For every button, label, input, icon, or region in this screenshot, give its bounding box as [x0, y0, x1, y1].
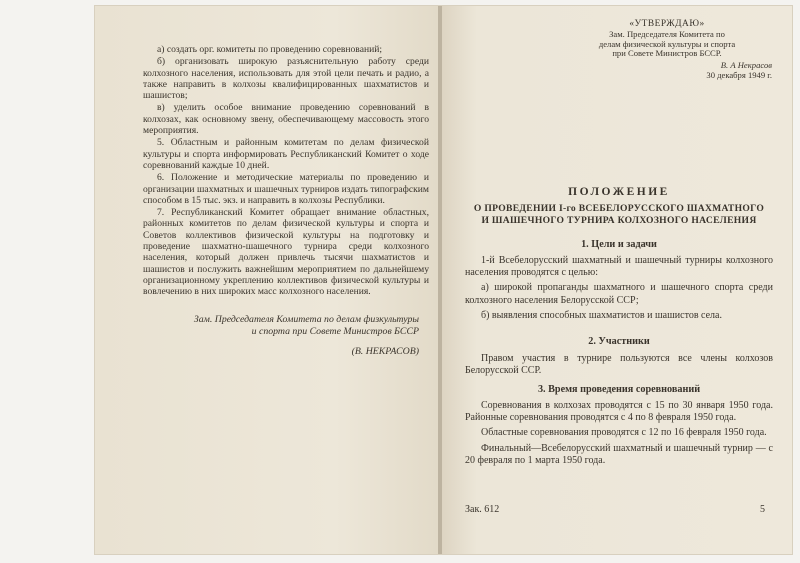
section-paragraph: Правом участия в турнире пользуются все члены колхозов Белорусской ССР. — [465, 353, 773, 377]
document-title: ПОЛОЖЕНИЕ — [568, 186, 670, 198]
section-heading-participants: 2. Участники — [588, 336, 650, 347]
approval-stamp — [562, 20, 772, 81]
section-body-participants — [465, 353, 773, 380]
section-paragraph: а) широкой пропаганды шахматного и шашечного спорта среди колхозного населения Белорусской ССР; — [465, 282, 773, 306]
left-paragraph: 7. Республиканский Комитет обращает внимание областных, районных комитетов по делам физической культуры и спорта и Советов коллективов физической культуры на подготовку и проведение шахматно-шашечного турнира среди колхозного населения, который должен привлечь тысячи шахматистов и шашистов и послужить важнейшим мероприятием по дальнейшему организационному укреплению коллективов физической культуры и вовлечению в них широких масс колхозного населения. — [143, 207, 429, 298]
section-body-goals — [465, 255, 773, 325]
left-paragraph: а) создать орг. комитеты по проведению соревнований; — [157, 44, 383, 55]
subtitle-line-1: О ПРОВЕДЕНИИ I-го ВСЕБЕЛОРУССКОГО ШАХМАТНОГО — [473, 203, 765, 214]
print-order-number: Зак. 612 — [465, 504, 500, 515]
section-heading-schedule: 3. Время проведения соревнований — [537, 384, 701, 395]
approval-line-2: делам физической культуры и спорта — [598, 38, 736, 49]
booklet-spread — [95, 6, 792, 554]
subtitle-line-2: И ШАШЕЧНОГО ТУРНИРА КОЛХОЗНОГО НАСЕЛЕНИЯ — [481, 214, 757, 226]
section-paragraph: Финальный—Всебелорусский шахматный и шашечный турнир — с 20 февраля по 1 марта 1950 года. — [465, 442, 773, 466]
signature-title-line-2: и спорта при Совете Министров БССР — [251, 326, 419, 337]
section-paragraph: Областные соревнования проводятся с 12 по 16 февраля 1950 года. — [481, 427, 767, 439]
approval-line-3: при Совете Министров БССР. — [612, 48, 722, 59]
left-paragraph: в) уделить особое внимание проведению соревнований в колхозах, как основному звену, обеспечивающему массовость этого мероприятия. — [143, 102, 429, 137]
right-page — [442, 6, 792, 554]
signature-name: (В. НЕКРАСОВ) — [351, 346, 419, 357]
left-paragraph: 6. Положение и методические материалы по проведению и организации шахматных и шашечных турниров издать типографским способом в 15 тыс. экз. и направить в колхозы Республики. — [143, 172, 429, 206]
left-page — [95, 6, 439, 554]
left-paragraph: 5. Областным и районным комитетам по делам физической культуры и спорта информировать Республиканский Комитет о ходе соревнований каждые 10 дней. — [143, 137, 429, 171]
section-paragraph: б) выявления способных шахматистов и шашистов села. — [481, 309, 722, 321]
left-page-body — [143, 44, 429, 299]
page-number: 5 — [760, 504, 765, 515]
section-paragraph: 1-й Всебелорусский шахматный и шашечный турниры колхозного населения проводятся с целью: — [465, 255, 773, 279]
document-subtitle — [465, 203, 773, 226]
approval-title: «УТВЕРЖДАЮ» — [629, 19, 705, 29]
section-body-schedule — [465, 400, 773, 470]
approval-signer: В. А Некрасов — [720, 60, 772, 71]
section-heading-goals: 1. Цели и задачи — [581, 239, 657, 250]
approval-line-1: Зам. Председателя Комитета по — [609, 28, 725, 39]
approval-date: 30 декабря 1949 г. — [706, 69, 772, 80]
signature-title-line-1: Зам. Председателя Комитета по делам физкультуры — [193, 314, 419, 325]
left-paragraph: б) организовать широкую разъяснительную работу среди колхозного населения, использовать для этой цели печать и радио, а также направить в колхозы квалифицированных шахматистов и шашистов; — [143, 56, 429, 102]
section-paragraph: Соревнования в колхозах проводятся с 15 по 30 января 1950 года. Районные соревнования проводятся с 4 по 8 февраля 1950 года. — [465, 400, 773, 424]
left-signature-block — [155, 314, 419, 358]
